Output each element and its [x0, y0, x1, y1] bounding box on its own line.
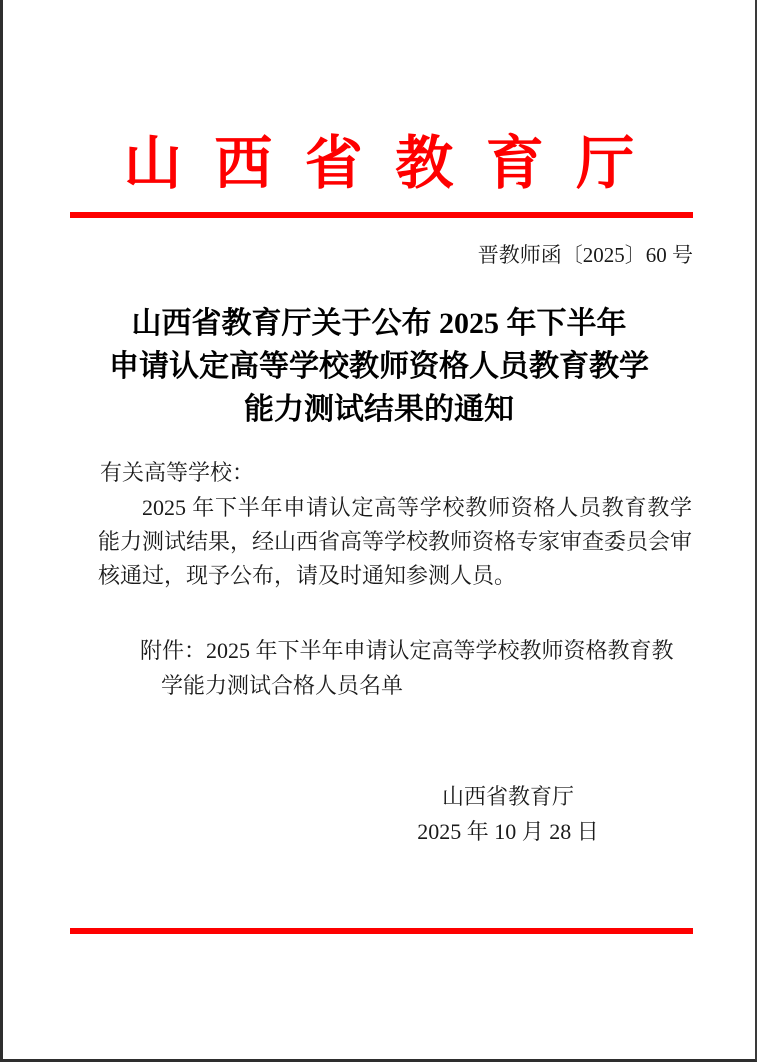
signature-date: 2025 年 10 月 28 日	[417, 819, 599, 844]
letterhead-org-name: 山 西 省 教 育 厅	[123, 131, 635, 196]
document-title-line-3: 能力测试结果的通知	[244, 393, 514, 426]
salutation: 有关高等学校：	[100, 460, 255, 485]
body-paragraph: 2025 年下半年申请认定高等学校教师资格人员教育教学能力测试结果，经山西省高等学校教师资格专家审查委员会审核通过，现予公布，请及时通知参测人员。	[98, 495, 693, 588]
footer-divider	[70, 928, 693, 934]
document-title	[3, 302, 755, 431]
attachment-line-1: 附件：2025 年下半年申请认定高等学校教师资格教育教	[140, 638, 674, 663]
attachment-block	[100, 633, 692, 703]
signature-block	[303, 779, 713, 849]
attachment-line-2: 学能力测试合格人员名单	[161, 673, 404, 698]
signature-org: 山西省教育厅	[441, 784, 574, 809]
letterhead-divider	[70, 212, 693, 218]
document-number: 晋教师函〔2025〕60 号	[477, 243, 693, 267]
document-title-line-2: 申请认定高等学校教师资格人员教育教学	[109, 350, 649, 383]
document-title-line-1: 山西省教育厅关于公布 2025 年下半年	[131, 307, 627, 340]
